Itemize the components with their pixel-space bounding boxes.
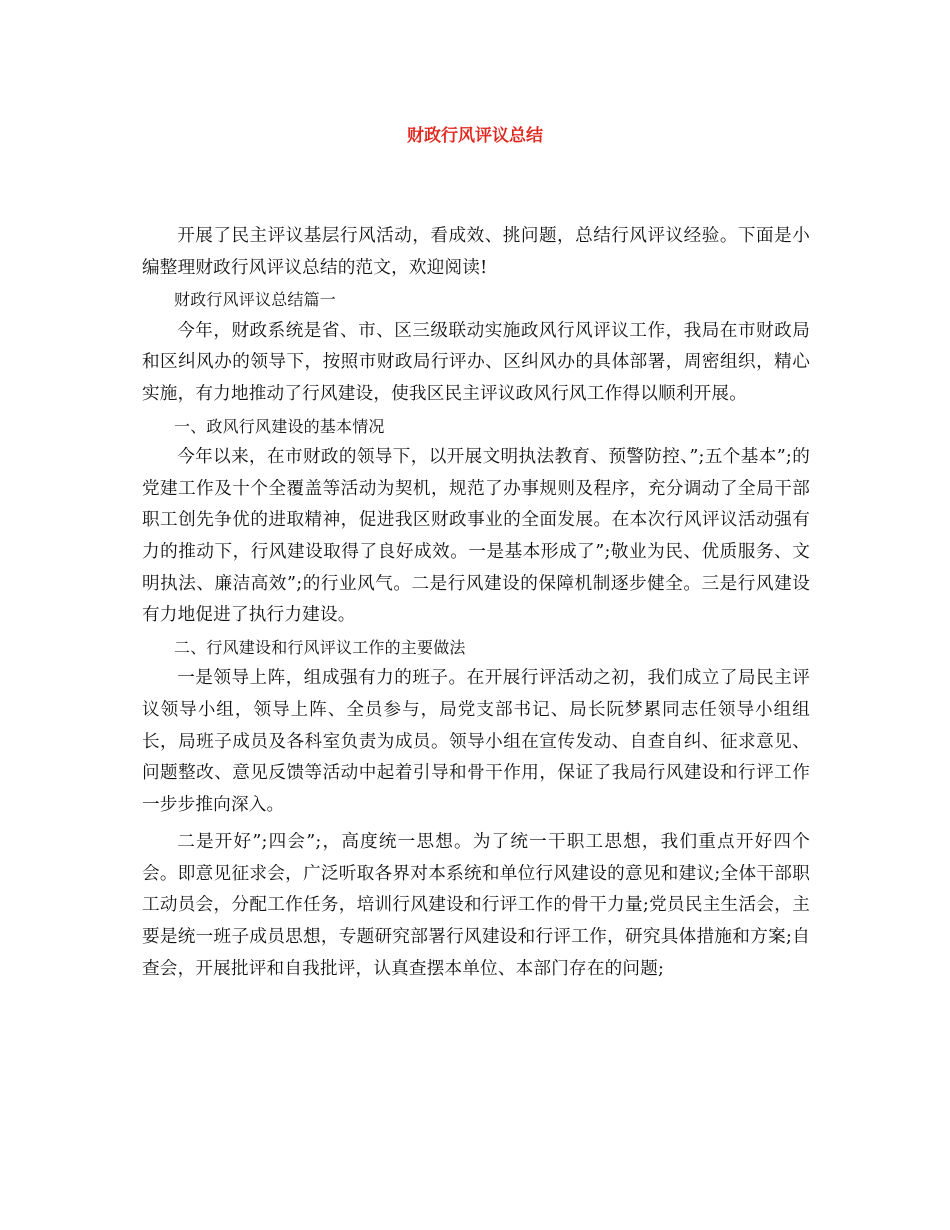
section-heading-basic-situation: 一、政风行风建设的基本情况: [174, 416, 385, 436]
body-paragraph: 今年以来，在市财政的领导下，以开展文明执法教育、预警防控、”;五个基本”;的党建工作及十个全覆盖等活动为契机，规范了办事规则及程序，充分调动了全局干部职工创先争优的进取精神，促进我区财政事业的全面发展。在本次行风评议活动强有力的推动下，行风建设取得了良好成效。一是基本形成了”;敬业为民、优质服务、文明执法、廉洁高效”;的行业风气。二是行风建设的保障机制逐步健全。三是行风建设有力地促进了执行力建设。: [142, 447, 810, 626]
document-title: 财政行风评议总结: [407, 126, 543, 146]
body-paragraph: 一是领导上阵，组成强有力的班子。在开展行评活动之初，我们成立了局民主评议领导小组，领导上阵、全员参与，局党支部书记、局长阮梦累同志任领导小组组长，局班子成员及各科室负责为成员。领导小组在宣传发动、自查自纠、征求意见、问题整改、意见反馈等活动中起着引导和骨干作用，保证了我局行风建设和行评工作一步步推向深入。: [142, 668, 810, 815]
body-paragraph: 今年，财政系统是省、市、区三级联动实施政风行风评议工作，我局在市财政局和区纠风办的领导下，按照市财政局行评办、区纠风办的具体部署，周密组织，精心实施，有力地推动了行风建设，使我区民主评议政风行风工作得以顺利开展。: [142, 320, 810, 404]
document-body: [142, 221, 810, 985]
section-heading-main-practices: 二、行风建设和行风评议工作的主要做法: [174, 637, 466, 657]
section-heading-article-one: 财政行风评议总结篇一: [174, 290, 337, 310]
intro-paragraph: 开展了民主评议基层行风活动，看成效、挑问题，总结行风评议经验。下面是小编整理财政行风评议总结的范文，欢迎阅读!: [142, 226, 810, 278]
body-paragraph: 二是开好”;四会”;，高度统一思想。为了统一干职工思想，我们重点开好四个会。即意见征求会，广泛听取各界对本系统和单位行风建设的意见和建议;全体干部职工动员会，分配工作任务，培训行风建设和行评工作的骨干力量;党员民主生活会，主要是统一班子成员思想，专题研究部署行风建设和行评工作，研究具体措施和方案;自查会，开展批评和自我批评，认真查摆本单位、本部门存在的问题;: [142, 832, 810, 979]
